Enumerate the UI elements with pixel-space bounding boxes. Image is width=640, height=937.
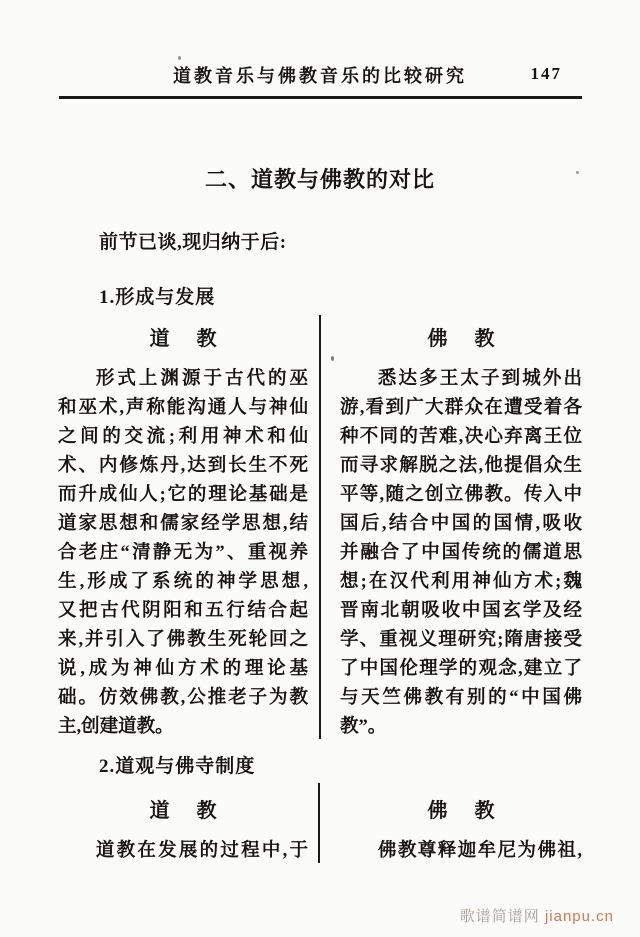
text-line: 又把古代阴阳和五行结合起 — [58, 601, 308, 621]
text-line: 与天竺佛教有别的“中国佛 — [340, 688, 582, 708]
text-line: 道教在发展的过程中,于 — [95, 841, 308, 861]
buddhism-text-body — [340, 365, 582, 742]
text-line: 合老庄“清静无为”、重视养 — [58, 543, 308, 563]
intro-text: 前节已谈,现归纳于后: — [99, 232, 287, 253]
text-line: 形式上渊源于古代的巫 — [95, 369, 308, 389]
scan-speck — [576, 171, 579, 174]
column-divider-1 — [319, 315, 321, 739]
scan-speck — [178, 56, 181, 60]
text-line: 术、内修炼丹,达到长生不死 — [58, 456, 308, 476]
text-line: 并融合了中国传统的儒道思 — [340, 543, 582, 563]
text-line: 国后,结合中国的国情,吸收 — [340, 514, 582, 534]
section-1-heading: 1.形成与发展 — [99, 287, 216, 308]
taoism-text-body-2 — [58, 837, 308, 866]
section-2-left-column — [58, 794, 308, 866]
text-line: 平等,随之创立佛教。传入中 — [340, 485, 582, 505]
text-line: 来,并引入了佛教生死轮回之 — [58, 630, 308, 650]
scan-speck — [331, 356, 334, 361]
text-line: 佛教尊释迦牟尼为佛祖, — [377, 841, 582, 861]
watermark-site-url: jianpu.cn — [544, 908, 614, 925]
section-2-heading: 2.道观与佛寺制度 — [99, 756, 256, 777]
text-line: 教”。 — [340, 717, 387, 737]
text-line: 了中国伦理学的观念,建立了 — [340, 659, 582, 679]
column-header-taoism: 道 教 — [149, 328, 217, 350]
text-line: 悉达多王太子到城外出 — [377, 369, 582, 389]
text-line: 说,成为神仙方术的理论基 — [58, 659, 308, 679]
text-line: 之间的交流;利用神术和仙 — [58, 427, 308, 447]
text-line: 础。仿效佛教,公推老子为教 — [58, 688, 308, 708]
section-1-left-column — [58, 322, 308, 742]
text-line: 道家思想和儒家经学思想,结 — [58, 514, 308, 534]
section-2-columns — [58, 794, 582, 866]
column-header-buddhism: 佛 教 — [427, 328, 495, 350]
text-line: 主,创建道教。 — [58, 717, 174, 737]
text-line: 学、重视义理研究;隋唐接受 — [340, 630, 582, 650]
page-number: 147 — [530, 64, 562, 83]
text-line: 和巫术,声称能沟通人与神仙 — [58, 398, 308, 418]
main-title: 二、道教与佛教的对比 — [204, 167, 435, 192]
text-line: 而寻求解脱之法,他提倡众生 — [340, 456, 582, 476]
column-header-taoism-2: 道 教 — [149, 800, 217, 822]
section-2-right-column — [340, 794, 582, 866]
column-divider-2 — [318, 783, 320, 863]
text-line: 而升成仙人;它的理论基础是 — [58, 485, 308, 505]
text-line: 生,形成了系统的神学思想, — [58, 572, 308, 592]
watermark — [460, 905, 614, 926]
text-line: 种不同的苦难,决心弃离王位 — [340, 427, 582, 447]
text-line: 晋南北朝吸收中国玄学及经 — [340, 601, 582, 621]
section-1-right-column — [340, 322, 582, 742]
buddhism-text-body-2 — [340, 837, 582, 866]
column-header-buddhism-2: 佛 教 — [427, 800, 495, 822]
header-rule — [59, 96, 582, 99]
text-line: 游,看到广大群众在遭受着各 — [340, 398, 582, 418]
taoism-text-body — [58, 365, 308, 742]
text-line: 想;在汉代利用神仙方术;魏 — [340, 572, 582, 592]
running-title: 道教音乐与佛教音乐的比较研究 — [173, 66, 467, 86]
watermark-site-name: 歌谱简谱网 — [459, 908, 540, 925]
